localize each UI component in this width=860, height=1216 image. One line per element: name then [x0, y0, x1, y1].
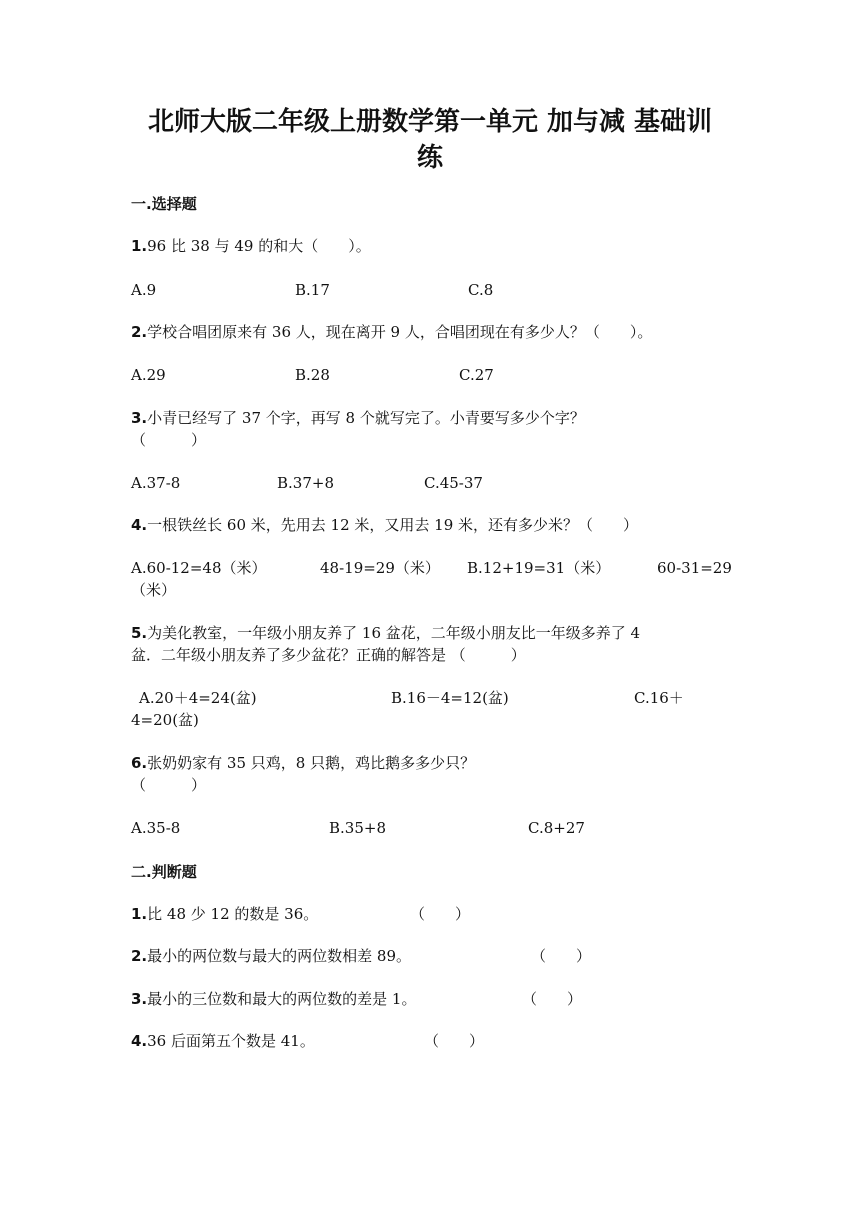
question-text: 学校合唱团原来有 36 人，现在离开 9 人，合唱团现在有多少人？（ ）。 — [147, 323, 653, 341]
option-b: B.37+8 — [277, 474, 334, 492]
question-number: 2. — [131, 323, 148, 341]
answer-parentheses: （ ） — [531, 947, 592, 965]
question-text: 一根铁丝长 60 米，先用去 12 米，又用去 19 米，还有多少米？（ ） — [147, 516, 639, 534]
judgment-4 — [131, 1030, 315, 1052]
question-number: 3. — [131, 990, 148, 1008]
question-number: 4. — [131, 516, 148, 534]
judgment-3 — [131, 988, 416, 1010]
question-text: 小青已经写了 37 个字，再写 8 个就写完了。小青要写多少个字？ — [147, 409, 585, 427]
question-text: 36 后面第五个数是 41。 — [147, 1032, 315, 1050]
answer-parentheses: （ ） — [424, 1032, 485, 1050]
section-heading-choice: 一.选择题 — [131, 195, 197, 213]
section-heading-judgment: 二.判断题 — [131, 863, 197, 881]
question-text: 96 比 38 与 49 的和大（ ）。 — [147, 237, 371, 255]
question-number: 1. — [131, 237, 148, 255]
judgment-1 — [131, 903, 318, 925]
question-number: 3. — [131, 409, 148, 427]
question-number: 4. — [131, 1032, 148, 1050]
question-number: 6. — [131, 754, 148, 772]
option-c-continued: （米） — [131, 581, 177, 599]
option-a: A.37-8 — [131, 474, 181, 492]
option-c: C.16＋ — [634, 689, 684, 707]
option-b: B.17 — [295, 281, 330, 299]
option-a-continued: 48-19=29（米） — [320, 559, 440, 577]
option-c: C.27 — [459, 366, 494, 384]
question-text: 为美化教室，一年级小朋友养了 16 盆花，二年级小朋友比一年级多养了 4 — [147, 624, 641, 642]
option-c: C.45-37 — [424, 474, 483, 492]
judgment-2 — [131, 945, 411, 967]
option-b: B.35+8 — [329, 819, 386, 837]
option-a: A.9 — [131, 281, 157, 299]
question-number: 1. — [131, 905, 148, 923]
question-number: 5. — [131, 624, 148, 642]
answer-parentheses: （ ） — [410, 905, 471, 923]
option-b: B.28 — [295, 366, 330, 384]
option-a: A.60-12=48（米） — [131, 559, 267, 577]
option-a: A.35-8 — [131, 819, 181, 837]
question-text: 最小的三位数和最大的两位数的差是 1。 — [147, 990, 417, 1008]
question-1 — [131, 235, 371, 257]
option-a: A.29 — [131, 366, 166, 384]
title-line-2: 练 — [416, 143, 443, 173]
question-4 — [131, 514, 638, 536]
option-c: 60-31=29 — [657, 559, 732, 577]
option-c-continued: 4=20(盆) — [131, 711, 199, 729]
question-text: 张奶奶家有 35 只鸡，8 只鹅，鸡比鹅多多少只？ — [147, 754, 476, 772]
option-c: C.8+27 — [528, 819, 585, 837]
question-6 — [131, 752, 475, 774]
answer-parentheses: （ ） — [131, 431, 207, 449]
answer-parentheses: （ ） — [522, 990, 583, 1008]
option-b: B.12+19=31（米） — [467, 559, 611, 577]
question-2 — [131, 321, 652, 343]
answer-parentheses: （ ） — [131, 776, 207, 794]
question-5-line-2: 盆．二年级小朋友养了多少盆花？正确的解答是 （ ） — [131, 646, 526, 664]
page-title — [110, 104, 750, 176]
question-text: 最小的两位数与最大的两位数相差 89。 — [147, 947, 411, 965]
question-number: 2. — [131, 947, 148, 965]
question-text: 比 48 少 12 的数是 36。 — [147, 905, 319, 923]
question-3 — [131, 407, 585, 429]
question-5 — [131, 622, 640, 644]
option-a: A.20＋4=24(盆) — [139, 689, 257, 707]
option-b: B.16－4=12(盆) — [391, 689, 509, 707]
title-line-1: 北师大版二年级上册数学第一单元 加与减 基础训 — [147, 107, 713, 137]
option-c: C.8 — [468, 281, 494, 299]
